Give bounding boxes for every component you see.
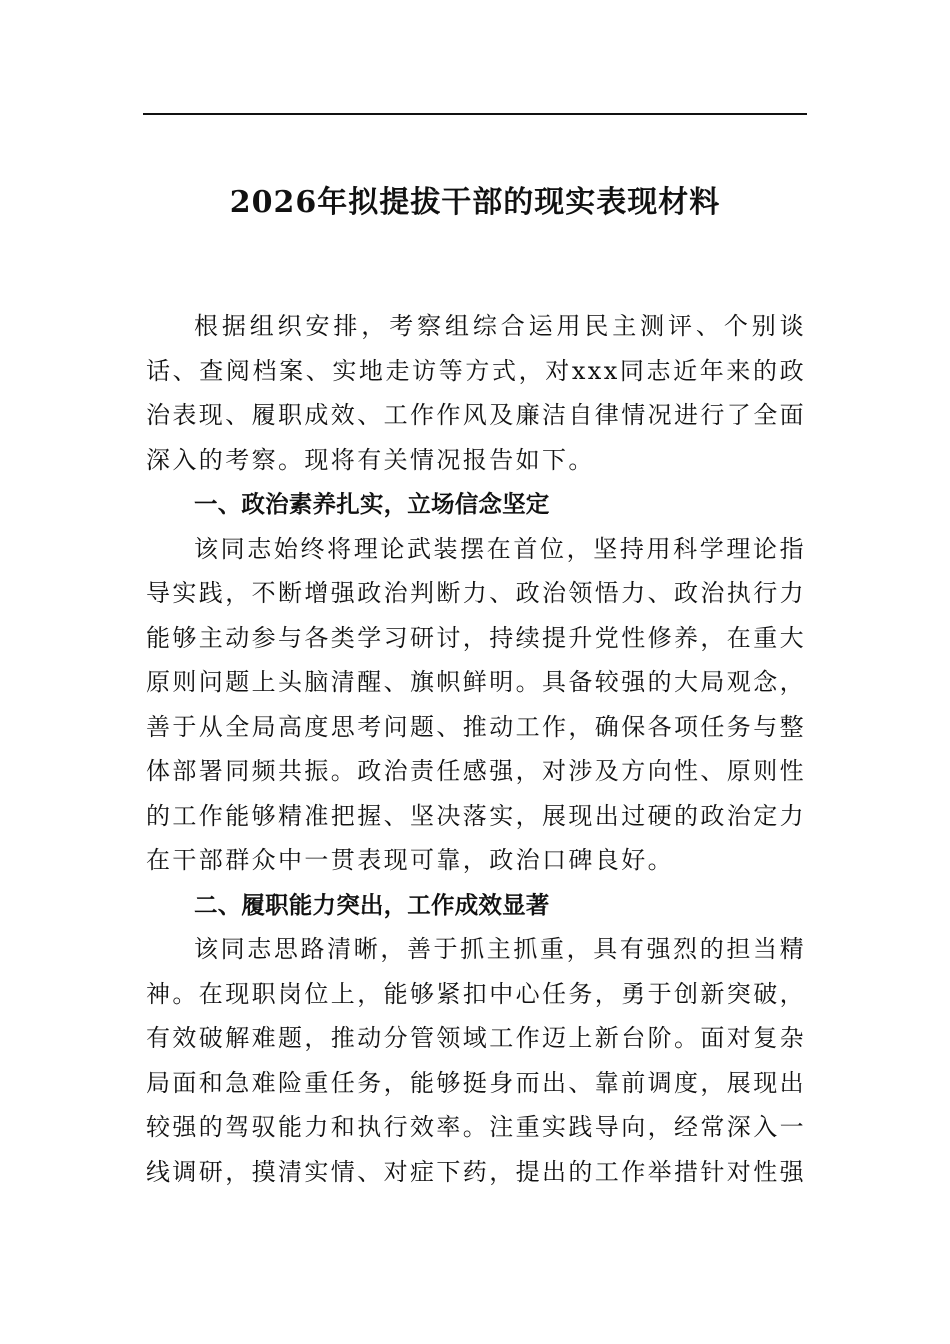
section-2-heading: 二、履职能力突出，工作成效显著 <box>194 890 550 919</box>
section-1-paragraph: 该同志始终将理论武装摆在首位，坚持用科学理论指导实践，不断增强政治判断力、政治领悟力、政治执行力能够主动参与各类学习研讨，持续提升党性修养，在重大原则问题上头脑清醒、旗帜鲜明。具备较强的大局观念，善于从全局高度思考问题、推动工作，确保各项任务与整体部署同频共振。政治责任感强，对涉及方向性、原则性的工作能够精准把握、坚决落实，展现出过硬的政治定力在干部群众中一贯表现可靠，政治口碑良好。 <box>146 534 806 874</box>
section-2-paragraph: 该同志思路清晰，善于抓主抓重，具有强烈的担当精神。在现职岗位上，能够紧扣中心任务，勇于创新突破，有效破解难题，推动分管领域工作迈上新台阶。面对复杂局面和急难险重任务，能够挺身而出、靠前调度，展现出较强的驾驭能力和执行效率。注重实践导向，经常深入一线调研，摸清实情、对症下药，提出的工作举措针对性强 <box>146 935 806 1186</box>
document-title: 2026年拟提拔干部的现实表现材料 <box>229 185 721 220</box>
intro-paragraph: 根据组织安排，考察组综合运用民主测评、个别谈话、查阅档案、实地走访等方式，对xxx同志近年来的政治表现、履职成效、工作作风及廉洁自律情况进行了全面深入的考察。现将有关情况报告如下。 <box>146 312 806 474</box>
section-1-heading: 一、政治素养扎实，立场信念坚定 <box>194 490 550 518</box>
document-body <box>146 304 806 1194</box>
header-rule <box>143 113 807 115</box>
